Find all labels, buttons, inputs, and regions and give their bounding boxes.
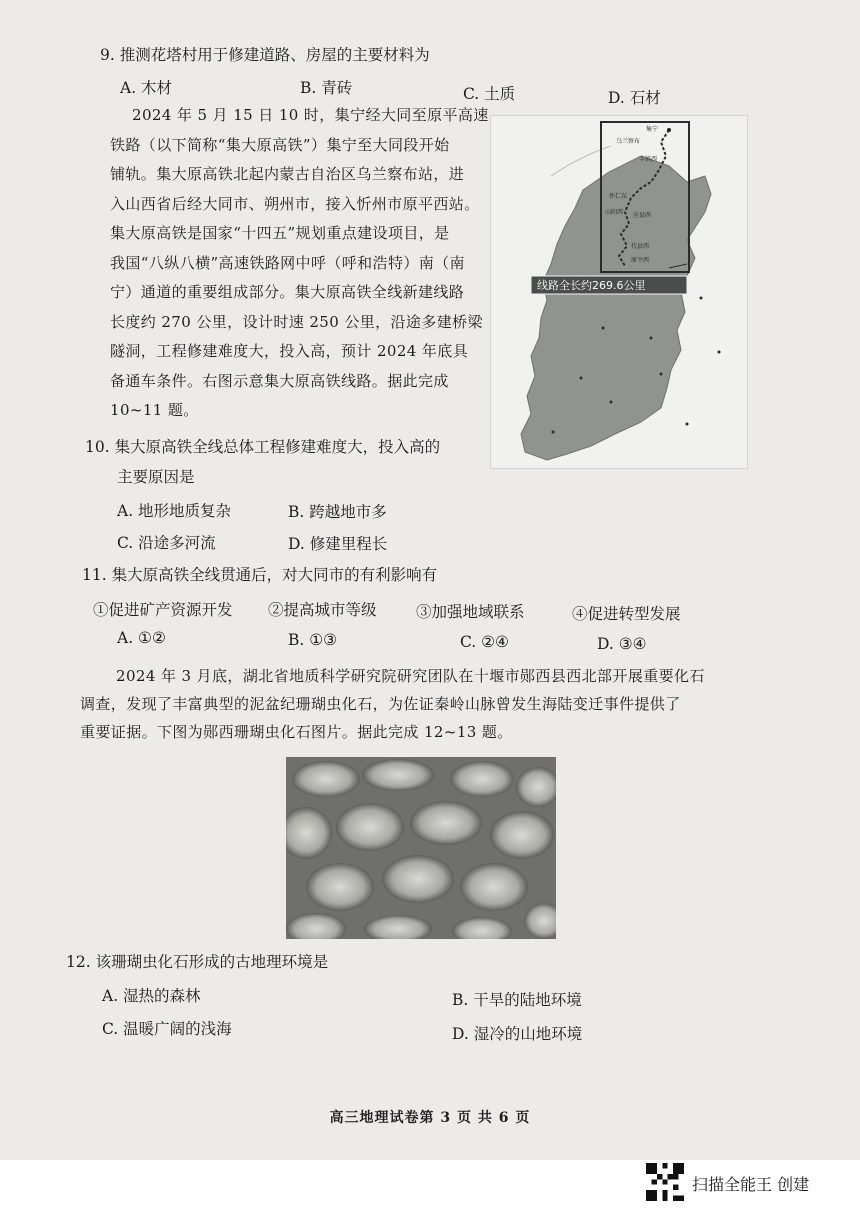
- q10-option-c: C. 沿途多河流: [117, 534, 216, 552]
- passage-line: 调查，发现了丰富典型的泥盆纪珊瑚虫化石，为佐证秦岭山脉曾发生海陆变迁事件提供了: [80, 695, 681, 713]
- q11-option-b: B. ①③: [288, 631, 338, 649]
- q11-item-3: ③加强地域联系: [416, 603, 525, 621]
- passage-line: 铺轨。集大原高铁北起内蒙古自治区乌兰察布站，进: [110, 165, 465, 183]
- passage-line: 2024 年 5 月 15 日 10 时，集宁经大同至原平高速: [132, 106, 489, 124]
- station-label: 集宁: [646, 126, 659, 133]
- q12-option-c: C. 温暖广阔的浅海: [102, 1020, 232, 1038]
- q9-option-c: C. 土质: [463, 85, 516, 103]
- passage-line: 2024 年 3 月底，湖北省地质科学研究院研究团队在十堰市郧西县西北部开展重要化石: [116, 667, 705, 685]
- q9-stem: 9. 推测花塔村用于修建道路、房屋的主要材料为: [100, 46, 430, 64]
- q9-option-b: B. 青砖: [300, 79, 353, 97]
- q11-option-d: D. ③④: [597, 635, 647, 653]
- passage-line: 我国“八纵八横”高速铁路网中呼（呼和浩特）南（南: [110, 253, 465, 272]
- passage-line: 隧洞，工程修建难度大，投入高，预计 2024 年底具: [110, 342, 469, 360]
- q10-option-b: B. 跨越地市多: [288, 503, 387, 521]
- qr-code-icon: [646, 1163, 684, 1201]
- passage-line: 重要证据。下图为郧西珊瑚虫化石图片。据此完成 12~13 题。: [80, 723, 513, 741]
- q10-option-d: D. 修建里程长: [288, 535, 388, 553]
- q11-item-4: ④促进转型发展: [572, 605, 681, 623]
- passage-line: 长度约 270 公里，设计时速 250 公里，沿途多建桥梁: [110, 312, 483, 331]
- station-label: 应县西: [633, 212, 652, 219]
- q9-option-a: A. 木材: [120, 79, 173, 97]
- station-label: 怀仁东: [609, 193, 628, 200]
- q10-stem-line2: 主要原因是: [117, 468, 195, 486]
- q12-stem: 12. 该珊瑚虫化石形成的古地理环境是: [66, 953, 329, 971]
- railway-map-svg: [491, 116, 747, 468]
- station-label: 丰镇西: [639, 156, 658, 163]
- q11-option-c: C. ②④: [460, 633, 509, 651]
- q10-option-a: A. 地形地质复杂: [117, 502, 232, 520]
- q11-stem: 11. 集大原高铁全线贯通后，对大同市的有利影响有: [82, 566, 438, 584]
- q12-option-d: D. 湿冷的山地环境: [452, 1025, 583, 1043]
- passage-line: 备通车条件。右图示意集大原高铁线路。据此完成: [110, 371, 449, 390]
- station-label: 山阴西: [605, 209, 624, 216]
- page-footer: 高三地理试卷第 3 页 共 6 页: [329, 1110, 531, 1126]
- scanner-brand-label: 扫描全能王 创建: [692, 1175, 810, 1194]
- map-callout-label: 线路全长约269.6公里: [537, 279, 646, 292]
- passage-line: 铁路（以下简称“集大原高铁”）集宁至大同段开始: [110, 135, 450, 154]
- q11-option-a: A. ①②: [117, 629, 166, 647]
- coral-fossil-image: [286, 757, 556, 939]
- passage-fossil: [80, 662, 705, 746]
- q11-item-2: ②提高城市等级: [268, 601, 377, 619]
- station-label: 乌兰察布: [616, 138, 641, 145]
- coral-fossil-photo: [286, 757, 556, 939]
- q10-stem-line1: 10. 集大原高铁全线总体工程修建难度大，投入高的: [85, 438, 441, 456]
- q11-item-1: ①促进矿产资源开发: [93, 601, 233, 619]
- passage-line: 入山西省后经大同市、朔州市，接入忻州市原平西站。: [110, 194, 480, 213]
- passage-line: 集大原高铁是国家“十四五”规划重点建设项目，是: [110, 224, 450, 242]
- railway-map: [490, 115, 748, 469]
- station-label: 代县西: [631, 243, 650, 250]
- station-label: 原平西: [631, 257, 650, 264]
- passage-line: 10~11 题。: [110, 401, 199, 419]
- shanxi-province-shape: [521, 156, 711, 460]
- passage-line: 宁）通道的重要组成部分。集大原高铁全线新建线路: [110, 283, 465, 301]
- q12-option-a: A. 湿热的森林: [102, 987, 201, 1005]
- q9-option-d: D. 石材: [608, 89, 661, 107]
- q12-option-b: B. 干旱的陆地环境: [452, 991, 582, 1009]
- passage-railway: [110, 101, 489, 426]
